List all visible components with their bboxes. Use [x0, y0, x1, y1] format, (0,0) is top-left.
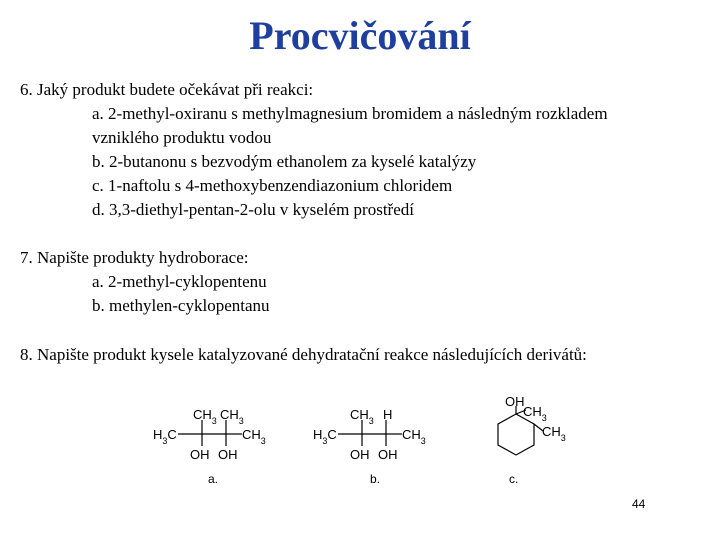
- question-6-option-d: d. 3,3-diethyl-pentan-2-olu v kyselém prostředí: [92, 200, 414, 219]
- structure-b-bottom-left: OH: [350, 447, 370, 462]
- question-6-option-c: c. 1-naftolu s 4-methoxybenzendiazonium chloridem: [92, 176, 453, 195]
- question-6-stem: 6. Jaký produkt budete očekávat při reakci:: [20, 80, 314, 99]
- structure-b-top-right: H: [383, 407, 393, 422]
- structure-c: [498, 394, 566, 486]
- question-7-option-b: b. methylen-cyklopentanu: [92, 296, 270, 315]
- structure-a-right: $CH_3$: [242, 427, 266, 446]
- structure-b: [313, 407, 426, 486]
- structure-a-bottom-left: OH: [190, 447, 210, 462]
- question-7-stem: 7. Napište produkty hydroborace:: [20, 248, 249, 267]
- structure-a-label: a.: [208, 472, 219, 486]
- structure-a: [153, 407, 266, 486]
- structure-a-top-right: $CH_3$: [220, 407, 244, 426]
- question-6-option-a-continued: vzniklého produktu vodou: [92, 128, 272, 147]
- structure-c-ch3-right: $CH_3$: [542, 424, 566, 443]
- structure-b-bottom-right: OH: [378, 447, 398, 462]
- structure-b-label: b.: [370, 472, 381, 486]
- structure-b-right: $CH_3$: [402, 427, 426, 446]
- structure-b-left: $H_3C$: [313, 427, 337, 446]
- structure-a-bottom-right: OH: [218, 447, 238, 462]
- structure-b-top-left: $CH_3$: [350, 407, 374, 426]
- slide-title: Procvičování: [249, 13, 471, 58]
- structure-a-left: $H_3C$: [153, 427, 177, 446]
- structure-c-oh: OH: [505, 394, 525, 409]
- structure-a-top-left: $CH_3$: [193, 407, 217, 426]
- question-7-option-a: a. 2-methyl-cyklopentenu: [92, 272, 267, 291]
- question-6-option-a: a. 2-methyl-oxiranu s methylmagnesium bromidem a následným rozkladem: [92, 104, 608, 123]
- structure-c-ch3-top: $CH_3$: [523, 404, 547, 423]
- page-number: 44: [632, 497, 646, 511]
- structure-c-label: c.: [509, 472, 519, 486]
- question-8-stem: 8. Napište produkt kysele katalyzované dehydratační reakce následujících derivátů:: [20, 345, 587, 364]
- question-6-option-b: b. 2-butanonu s bezvodým ethanolem za kyselé katalýzy: [92, 152, 477, 171]
- structure-figures: [140, 388, 570, 488]
